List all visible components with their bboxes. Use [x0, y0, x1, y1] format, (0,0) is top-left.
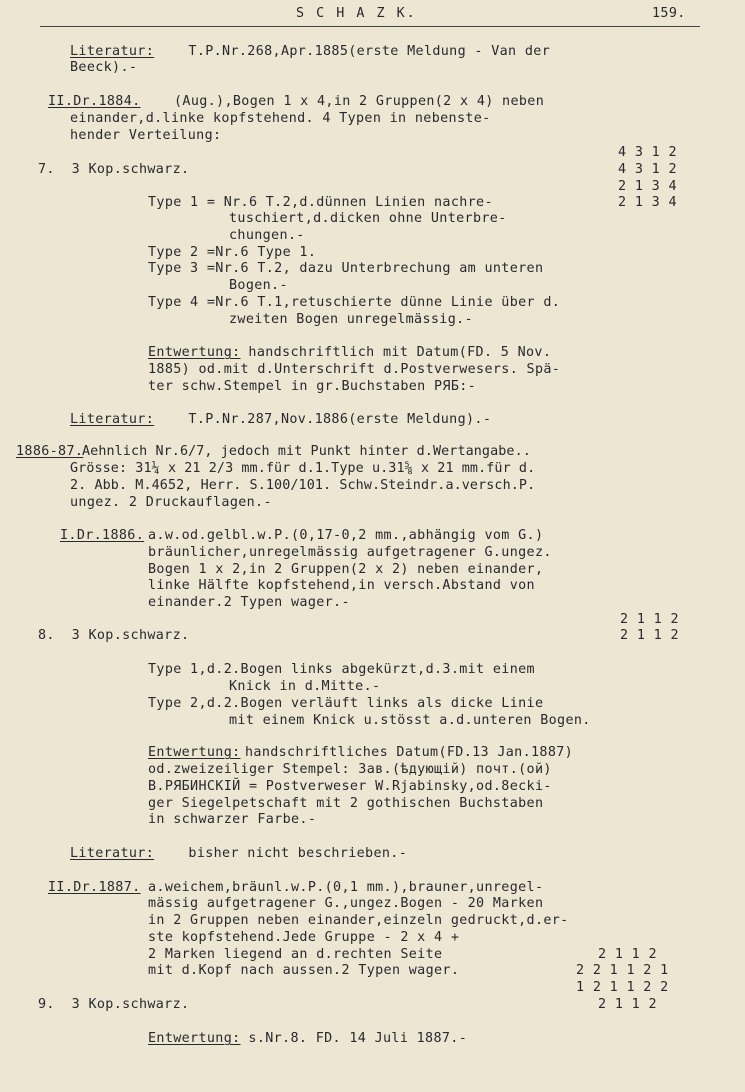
druck-text: a.w.od.gelbl.w.P.(0,17-0,2 mm.,abhängig vom G.) — [148, 528, 544, 543]
druck-text: (Aug.),Bogen 1 x 4,in 2 Gruppen(2 x 4) neben — [174, 94, 545, 109]
entwertung-text: od.zweizeiliger Stempel: Зав.(ѣдующій) почт.(ой) — [148, 762, 552, 777]
type-line: tuschiert,d.dicken ohne Unterbre- — [229, 211, 507, 226]
type-line: Knick in d.Mitte.- — [229, 679, 381, 694]
druck-label: II.Dr.1884. — [48, 94, 141, 109]
issue-text: Aehnlich Nr.6/7, jedoch mit Punkt hinter d.Wertangabe.. — [82, 444, 531, 459]
literatur-text: T.P.Nr.287,Nov.1886(erste Meldung).- — [180, 412, 492, 427]
literatur-label: Literatur: — [70, 44, 155, 59]
entwertung-text: 1885) od.mit d.Unterschrift d.Postverwesers. Spä- — [148, 362, 561, 377]
page-number: 159. — [652, 6, 686, 21]
type-line: Type 2,d.2.Bogen verläuft links als dicke Linie — [148, 696, 544, 711]
druck-text: mässig aufgetragener G.,ungez.Bogen - 20 Marken — [148, 896, 544, 911]
grid-row: 2 2 1 1 2 1 — [576, 963, 669, 978]
druck-text: einander,d.linke kopfstehend. 4 Typen in nebenste- — [70, 111, 491, 126]
issue-text: ungez. 2 Druckauflagen.- — [70, 495, 272, 510]
druck-label: I.Dr.1886. — [60, 528, 145, 543]
druck-text: linke Hälfte kopfstehend,in versch.Abstand von — [148, 578, 535, 593]
druck-text: in 2 Gruppen neben einander,einzeln gedruckt,d.er- — [148, 913, 569, 928]
issue-year-label: 1886-87. — [16, 444, 84, 459]
type-line: Type 4 =Nr.6 T.1,retuschierte dünne Linie über d. — [148, 295, 561, 310]
entwertung-label: Entwertung: — [148, 1031, 241, 1046]
type-line: zweiten Bogen unregelmässig.- — [229, 312, 473, 327]
type-line: Type 1,d.2.Bogen links abgekürzt,d.3.mit einem — [148, 662, 535, 677]
literatur-text: bisher nicht beschrieben.- — [180, 846, 408, 861]
entwertung-text: ger Siegelpetschaft mit 2 gothischen Buchstaben — [148, 796, 544, 811]
entwertung-label: Entwertung: — [148, 345, 241, 360]
grid-row: 2 1 3 4 — [618, 195, 677, 210]
druck-text: bräunlicher,unregelmässig aufgetragener G.ungez. — [148, 545, 552, 560]
entwertung-text: ter schw.Stempel in gr.Buchstaben РЯБ:- — [148, 379, 477, 394]
grid-row: 2 1 1 2 — [598, 997, 657, 1012]
entwertung-text: В.РЯБИНСКІЙ = Postverweser W.Rjabinsky,od.8ecki- — [148, 779, 552, 794]
type-line: Bogen.- — [229, 278, 288, 293]
literatur-label: Literatur: — [70, 412, 155, 427]
catalog-item-8: 8. 3 Kop.schwarz. — [38, 628, 190, 643]
type-line: Type 3 =Nr.6 T.2, dazu Unterbrechung am unteren — [148, 261, 544, 276]
druck-text: 2 Marken liegend an d.rechten Seite — [148, 947, 443, 962]
entwertung-text: handschriftliches Datum(FD.13 Jan.1887) — [245, 745, 574, 760]
type-line: chungen.- — [229, 228, 305, 243]
entwertung-text: handschriftlich mit Datum(FD. 5 Nov. — [240, 345, 552, 360]
literatur-label: Literatur: — [70, 846, 155, 861]
druck-text: a.weichem,bräunl.w.P.(0,1 mm.),brauner,unregel- — [148, 880, 544, 895]
issue-text: 2. Abb. M.4652, Herr. S.100/101. Schw.Steindr.a.versch.P. — [70, 478, 536, 493]
grid-row: 2 1 1 2 — [620, 628, 679, 643]
type-line: Type 1 = Nr.6 T.2,d.dünnen Linien nachre- — [148, 195, 493, 210]
catalog-item-7: 7. 3 Kop.schwarz. — [38, 162, 190, 177]
running-title: S C H A Z K. — [296, 6, 417, 21]
druck-text: mit d.Kopf nach aussen.2 Typen wager. — [148, 963, 460, 978]
grid-row: 1 2 1 1 2 2 — [576, 980, 669, 995]
druck-text: hender Verteilung: — [70, 128, 222, 143]
type-line: Type 2 =Nr.6 Type 1. — [148, 245, 317, 260]
grid-row: 2 1 1 2 — [598, 947, 657, 962]
catalog-item-9: 9. 3 Kop.schwarz. — [38, 997, 190, 1012]
issue-text: Grösse: 31¼ x 21 2/3 mm.für d.1.Type u.31⅝ x 21 mm.für d. — [70, 461, 536, 476]
druck-text: einander.2 Typen wager.- — [148, 595, 350, 610]
entwertung-text: in schwarzer Farbe.- — [148, 812, 317, 827]
header-rule — [40, 26, 700, 27]
type-line: mit einem Knick u.stösst a.d.unteren Bogen. — [229, 713, 591, 728]
literatur-text: Beeck).- — [70, 60, 138, 75]
entwertung-text: s.Nr.8. FD. 14 Juli 1887.- — [240, 1031, 468, 1046]
entwertung-label: Entwertung: — [148, 745, 241, 760]
grid-row: 2 1 1 2 — [620, 612, 679, 627]
druck-text: Bogen 1 x 2,in 2 Gruppen(2 x 2) neben einander, — [148, 562, 544, 577]
druck-text: ste kopfstehend.Jede Gruppe - 2 x 4 + — [148, 930, 460, 945]
literatur-text: T.P.Nr.268,Apr.1885(erste Meldung - Van der — [180, 44, 551, 59]
grid-row: 4 3 1 2 — [618, 145, 677, 160]
grid-row: 2 1 3 4 — [618, 179, 677, 194]
druck-label: II.Dr.1887. — [48, 880, 141, 895]
grid-row: 4 3 1 2 — [618, 162, 677, 177]
